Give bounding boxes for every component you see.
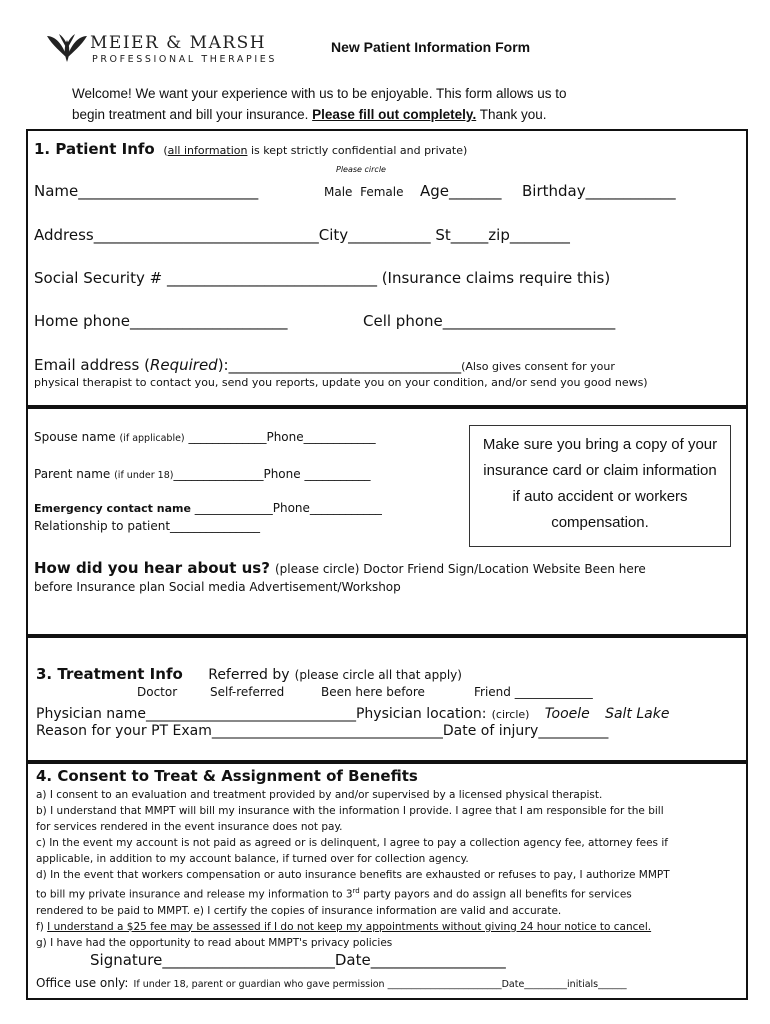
physician-name-field[interactable]: Physician name______________________________Physician location: [36,706,487,722]
age-field[interactable]: Age_______ [420,182,502,200]
hear-about-options-2[interactable]: before Insurance plan Social media Advertisement/Workshop [34,580,401,594]
referred-by-label: Referred by [208,667,290,683]
physician-row[interactable] [36,703,669,722]
hear-about-row[interactable] [34,558,646,577]
welcome-line-2 [72,104,566,125]
relationship-field[interactable]: Relationship to patient_______________ [34,519,261,533]
consent-f [36,919,736,935]
consent-d2-a: to bill my private insurance and release my information to 3 [36,888,353,901]
brand-name: MEIER & MARSH [90,33,267,53]
email-field[interactable]: ):_______________________________ [217,356,462,374]
welcome-text [72,83,566,125]
name-field[interactable]: Name________________________ [34,182,259,200]
welcome-emphasis: Please fill out completely. [312,107,477,122]
spouse-label: Spouse name [34,430,116,444]
consent-c2: applicable, in addition to my account balance, if turned over for collection agency. [36,853,469,865]
consent-f-text: I understand a $25 fee may be assessed if I do not keep my appointments without giving 24 hour notice to cancel. [47,920,652,933]
consent-heading: 4. Consent to Treat & Assignment of Benefits [36,767,418,785]
referral-doctor[interactable]: Doctor [137,685,178,699]
consent-b2: for services rendered in the event insurance does not pay. [36,821,343,833]
emergency-field[interactable]: _____________Phone____________ [194,501,382,515]
consent-c1: c) In the event my account is not paid as agreed or is delinquent, I agree to pay a collection agency fee, attorney fees if [36,837,668,849]
email-consent-note: (Also gives consent for your [461,360,615,373]
note-open: ( [163,144,168,157]
note-rest: is kept strictly confidential and private) [247,144,468,157]
treatment-heading: 3. Treatment Info [36,665,183,683]
treatment-heading-row [36,664,462,683]
please-circle-label: Please circle [336,165,386,174]
consent-d3: rendered to be paid to MMPT. e) I certify the copies of insurance information are valid and accurate. [36,904,562,917]
patient-info-heading: 1. Patient Info [34,140,155,158]
spouse-note: (if applicable) [119,433,185,444]
parent-label: Parent name [34,467,111,481]
welcome-line-1: Welcome! We want your experience with us to be enjoyable. This form allows us to [72,86,567,101]
parent-field[interactable]: _______________Phone ___________ [173,467,371,481]
welcome-line-2-start: begin treatment and bill your insurance. [72,107,313,122]
brand-subtitle: PROFESSIONAL THERAPIES [92,54,277,65]
gender-male[interactable]: Male [324,185,353,199]
welcome-line-2-end: Thank you. [476,107,547,122]
referral-friend[interactable]: Friend _____________ [474,685,593,699]
office-use-row[interactable] [36,972,627,991]
email-required: Required [149,356,218,374]
location-tooele[interactable]: Tooele [544,706,590,722]
consent-d2-sup: rd [352,887,360,895]
referral-been-here[interactable]: Been here before [321,685,425,699]
consent-f-prefix: f) [36,920,48,933]
referred-by-note: (please circle all that apply) [294,668,462,682]
hear-about-options-1[interactable]: (please circle) Doctor Friend Sign/Location Website Been here [275,562,646,576]
emergency-label: Emergency contact name [34,502,191,515]
email-label: Email address ( [34,356,150,374]
consent-a: a) I consent to an evaluation and treatment provided by and/or supervised by a licensed physical therapist. [36,789,603,801]
consent-body [36,787,736,951]
insurance-reminder-box [469,425,731,547]
insurance-reminder-text: Make sure you bring a copy of your insurance card or claim information if auto accident or workers compensation. [482,436,718,531]
referral-self[interactable]: Self-referred [210,685,285,699]
parent-note: (if under 18) [114,470,174,481]
gender-options[interactable] [324,185,403,199]
section-treatment-info [26,634,748,764]
cell-phone-field[interactable]: Cell phone_______________________ [363,312,616,330]
office-use-field[interactable]: If under 18, parent or guardian who gave permission ________________________Date_________initials______ [133,979,627,990]
location-salt-lake[interactable]: Salt Lake [605,706,670,722]
spouse-field[interactable]: _____________Phone____________ [188,430,376,444]
spouse-row[interactable] [34,430,376,444]
signature-date-row[interactable]: Signature_______________________Date__________________ [90,951,506,969]
gender-female[interactable]: Female [360,185,404,199]
location-circle-note: (circle) [491,708,530,721]
confidential-note [160,144,467,157]
office-use-label: Office use only: [36,976,129,990]
consent-d1: d) In the event that workers compensation or auto insurance benefits are exhausted or refuses to pay, I authorize MMPT [36,869,670,881]
form-title: New Patient Information Form [331,39,531,55]
hear-about-question: How did you hear about us? [34,559,270,577]
note-underlined: all information [167,144,248,157]
consent-d2-b: party payors and do assign all benefits for services [359,888,632,901]
email-row[interactable] [34,355,615,374]
consent-d2 [36,883,736,903]
reason-injury-row[interactable]: Reason for your PT Exam_________________________________Date of injury__________ [36,723,609,739]
home-phone-field[interactable]: Home phone_____________________ [34,312,288,330]
consent-g: g) I have had the opportunity to read about MMPT's privacy policies [36,936,393,949]
birthday-field[interactable]: Birthday____________ [522,182,676,200]
patient-info-heading-row [34,139,467,158]
parent-row[interactable] [34,467,370,481]
email-consent-line-2: physical therapist to contact you, send you reports, update you on your condition, and/or send you good news) [34,376,648,389]
consent-b1: b) I understand that MMPT will bill my insurance with the information I provide. I agree that I am responsible for the bill [36,805,664,817]
emergency-row[interactable] [34,501,382,515]
address-field[interactable]: Address______________________________City___________ St_____zip________ [34,226,570,244]
ssn-field[interactable]: Social Security # ____________________________ (Insurance claims require this) [34,269,611,287]
